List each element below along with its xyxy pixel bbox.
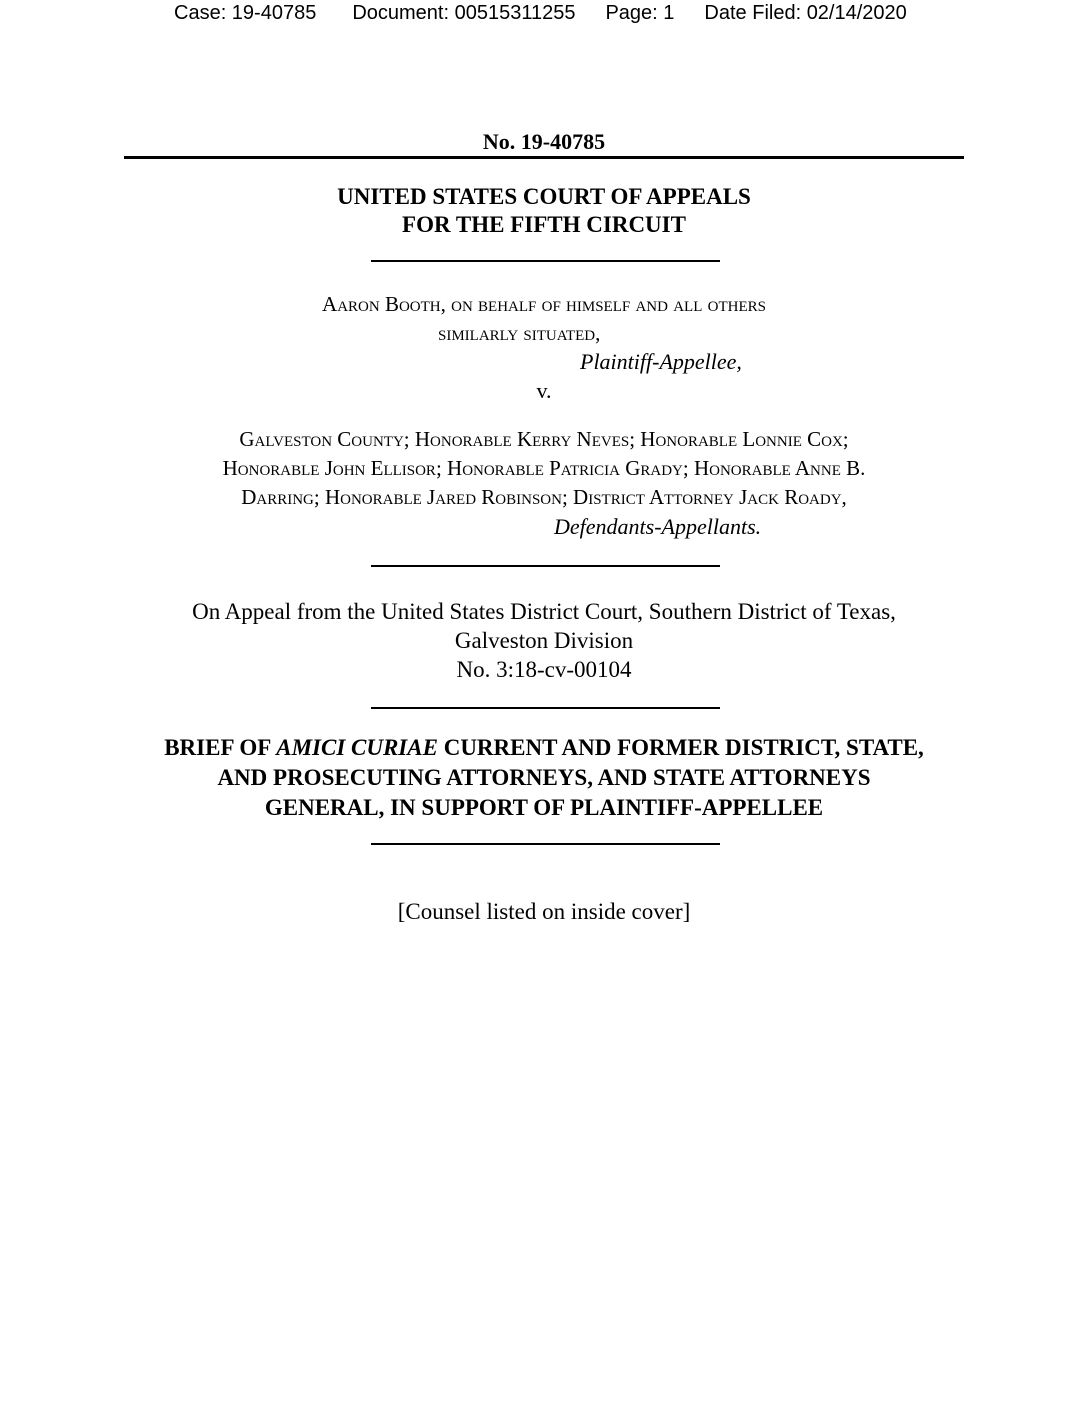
appeal-line-1: On Appeal from the United States District Court, Southern District of Texas, (192, 599, 896, 624)
appeal-line-3: No. 3:18-cv-00104 (456, 657, 632, 682)
docket-header (174, 0, 907, 26)
divider-rule-3 (371, 707, 720, 709)
counsel-note: [Counsel listed on inside cover] (397, 899, 691, 924)
case-number: No. 19-40785 (482, 129, 606, 154)
divider-rule-4 (371, 843, 720, 845)
header-date-filed: Date Filed: 02/14/2020 (704, 2, 907, 24)
brief-title-line-2: AND PROSECUTING ATTORNEYS, AND STATE ATTORNEYS (217, 765, 871, 790)
plaintiff-role: Plaintiff-Appellee, (580, 349, 742, 374)
defendants-role: Defendants-Appellants. (554, 514, 762, 539)
brief-title (124, 733, 964, 823)
court-name-line-2: FOR THE FIFTH CIRCUIT (402, 212, 686, 237)
appeal-line-2: Galveston Division (454, 628, 634, 653)
brief-title-amici: AMICI CURIAE (276, 735, 438, 760)
court-name (124, 183, 964, 239)
defendants-list (124, 425, 964, 512)
divider-rule-1 (371, 260, 720, 262)
divider-rule-2 (371, 565, 720, 567)
defendants-line-1: Galveston County; Honorable Kerry Neves; Honorable Lonnie Cox; (239, 427, 849, 451)
plaintiff-name-line-2: similarly situated, (438, 321, 601, 345)
header-case-number: Case: 19-40785 (174, 2, 317, 24)
court-name-line-1: UNITED STATES COURT OF APPEALS (337, 184, 751, 209)
brief-title-line-1-rest: CURRENT AND FORMER DISTRICT, STATE, (437, 735, 924, 760)
header-document-number: Document: 00515311255 (352, 2, 576, 24)
brief-title-line-3: GENERAL, IN SUPPORT OF PLAINTIFF-APPELLEE (264, 795, 824, 820)
case-number-rule (124, 156, 964, 159)
header-page-number: Page: 1 (605, 2, 675, 24)
plaintiff-name-line-1: Aaron Booth, on behalf of himself and all others (322, 292, 766, 316)
appeal-source (124, 597, 964, 684)
brief-title-prefix: BRIEF OF (164, 735, 277, 760)
brief-title-line-1 (124, 733, 964, 763)
defendants-line-2: Honorable John Ellisor; Honorable Patricia Grady; Honorable Anne B. (222, 456, 866, 480)
versus: v. (536, 378, 552, 403)
defendants-line-3: Darring; Honorable Jared Robinson; District Attorney Jack Roady, (241, 485, 847, 509)
